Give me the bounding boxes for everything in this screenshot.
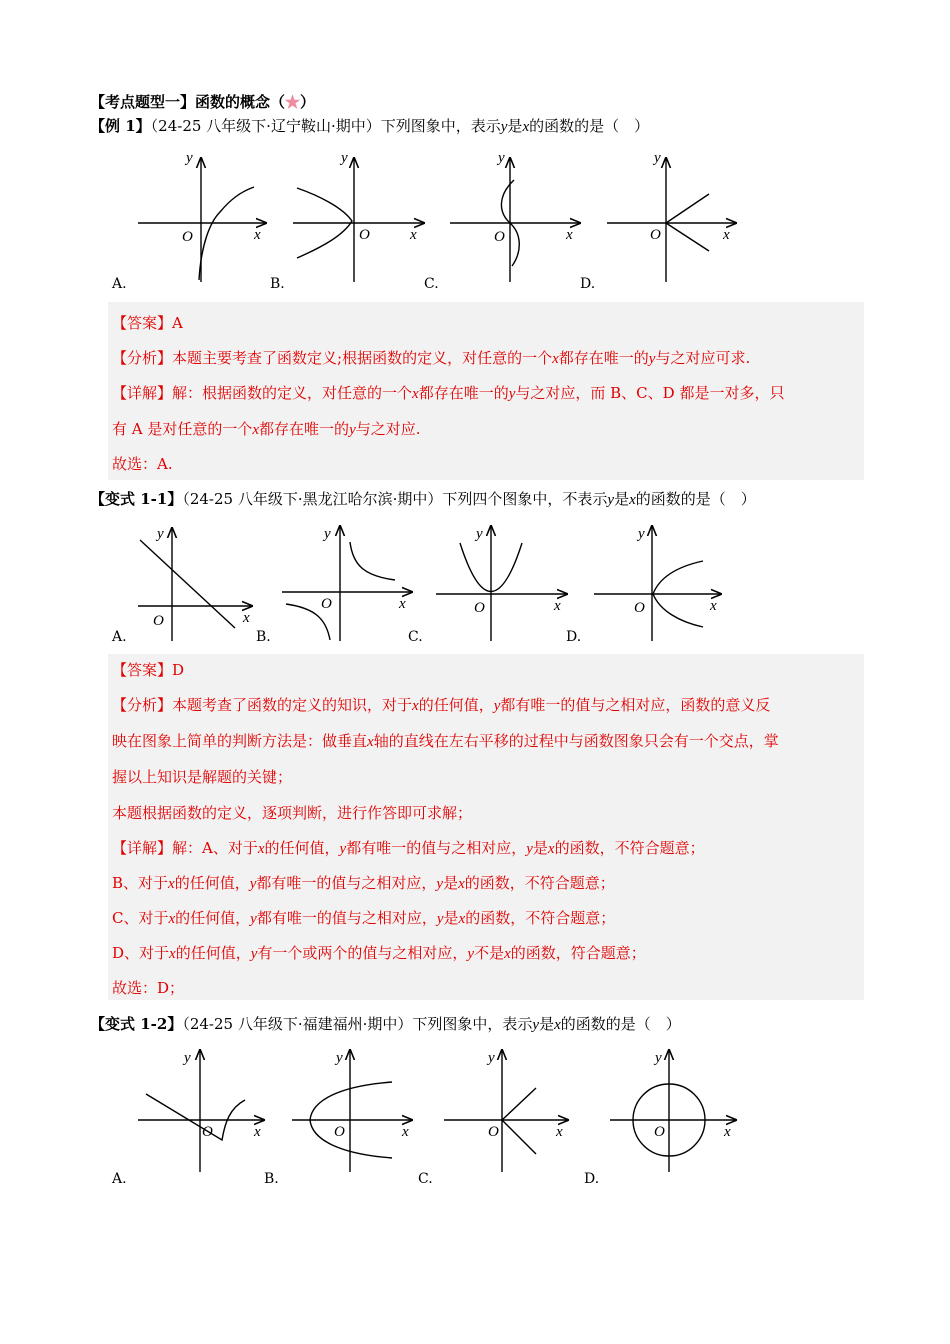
var-y: y — [250, 911, 257, 927]
a2-post: 轴的直线在左右平移的过程中与函数图象只会有一个交点，掌 — [373, 732, 779, 750]
section-title-text: 【考点题型一】函数的概念（ — [90, 93, 286, 111]
a2-pre: 映在图象上简单的判断方法是：做垂直 — [112, 732, 368, 750]
var-y: y — [493, 698, 501, 714]
label-x: x — [254, 227, 261, 243]
option-d[interactable]: D. — [566, 629, 582, 645]
detail2-mid: 都存在唯一的 — [259, 420, 350, 438]
label-o: O — [654, 1124, 665, 1140]
label-x: x — [399, 596, 406, 612]
var-x: x — [412, 386, 419, 402]
label-y: y — [186, 150, 193, 166]
is-text: 是 — [532, 839, 548, 857]
analysis-tag: 【分析】 — [112, 349, 173, 367]
label-o: O — [634, 600, 645, 616]
var-y: y — [500, 119, 508, 135]
var-y: y — [526, 841, 533, 857]
var-y: y — [467, 946, 475, 962]
detail1-mid: 都存在唯一的 — [418, 384, 509, 402]
a1-pre: 本题考查了函数的定义的知识，对于 — [172, 696, 413, 714]
analysis-mid: 都存在唯一的 — [558, 349, 649, 367]
label-y: y — [654, 150, 661, 166]
option-a[interactable]: A. — [112, 1171, 127, 1187]
a1-mid: 的任何值， — [418, 696, 494, 714]
analysis-tag: 【分析】 — [112, 696, 173, 714]
common-mid: 的任何值， — [175, 909, 251, 927]
var-y: y — [349, 422, 356, 438]
curve-3a — [146, 1094, 245, 1140]
graph-3d — [610, 1050, 736, 1172]
variant11-stem-mid: 是 — [614, 490, 630, 508]
var-y: y — [508, 386, 516, 402]
var-x: x — [168, 876, 175, 892]
var-x: x — [412, 698, 419, 714]
var-x: x — [547, 841, 555, 857]
ray-up — [502, 1088, 536, 1120]
var-x: x — [629, 492, 636, 508]
label-x: x — [554, 598, 561, 614]
answer-value: A — [172, 314, 183, 332]
label-o: O — [334, 1124, 345, 1140]
common-mid: 的任何值， — [175, 944, 251, 962]
var-x: x — [552, 351, 559, 367]
label-x: x — [243, 610, 250, 626]
analysis-line-3: 握以上知识是解题的关键； — [112, 768, 293, 786]
label-y: y — [655, 1050, 662, 1066]
var-x: x — [252, 422, 260, 438]
var-y: y — [436, 876, 444, 892]
label-x: x — [710, 598, 717, 614]
fn-no: 的函数，不符合题意； — [464, 874, 615, 892]
d2-pre: B、对于 — [112, 874, 169, 892]
var-y: y — [607, 492, 615, 508]
is-text: 是 — [443, 874, 459, 892]
analysis-line-4: 本题根据函数的定义，逐项判断，进行作答即可求解； — [112, 804, 473, 822]
analysis-post: 与之对应可求. — [655, 349, 751, 367]
variant11-stem-pre: 下列四个图象中，不表示 — [442, 490, 608, 508]
graph-3a — [138, 1050, 264, 1172]
label-o: O — [494, 229, 505, 245]
var-y: y — [339, 841, 347, 857]
example1-label: 【例 1】 — [90, 117, 151, 135]
variant12-stem-mid: 是 — [539, 1015, 555, 1033]
var-y: y — [249, 876, 257, 892]
choose-line: 故选：D； — [112, 979, 185, 997]
label-x: x — [402, 1124, 409, 1140]
a1-post: 都有唯一的值与之相对应，函数的意义反 — [500, 696, 771, 714]
option-b[interactable]: B. — [256, 629, 271, 645]
answer-tag: 【答案】 — [112, 661, 173, 679]
label-x: x — [410, 227, 417, 243]
common-post: 都有唯一的值与之相对应， — [256, 909, 437, 927]
label-y: y — [157, 526, 164, 542]
ray-down — [502, 1120, 536, 1154]
variant11-stem-post: 的函数的是（ ） — [635, 490, 756, 508]
var-y: y — [436, 911, 444, 927]
d1-pre: 解：A、对于 — [172, 839, 258, 857]
is-text: 是 — [443, 909, 459, 927]
common-post: 都有唯一的值与之相对应， — [256, 874, 437, 892]
variant11-source: （24-25 八年级下·黑龙江哈尔滨·期中） — [182, 490, 443, 508]
label-o: O — [182, 229, 193, 245]
example1-source: （24-25 八年级下·辽宁鞍山·期中） — [150, 117, 381, 135]
var-x: x — [367, 734, 374, 750]
common-post: 都有唯一的值与之相对应， — [346, 839, 527, 857]
label-x: x — [724, 1124, 731, 1140]
fn-yes: 的函数，符合题意； — [510, 944, 646, 962]
common-mid: 的任何值， — [174, 874, 250, 892]
answer-tag: 【答案】 — [112, 314, 173, 332]
label-x: x — [723, 227, 730, 243]
detail1-post: 与之对应，而 B、C、D 都是一对多，只 — [515, 384, 785, 402]
var-x: x — [169, 946, 176, 962]
example1-stem-mid: 是 — [507, 117, 523, 135]
option-a[interactable]: A. — [112, 629, 127, 645]
label-x: x — [566, 227, 573, 243]
var-x: x — [458, 876, 465, 892]
label-x: x — [556, 1124, 563, 1140]
star-icon: ★ — [285, 93, 301, 111]
var-x: x — [522, 119, 530, 135]
label-y: y — [488, 1050, 495, 1066]
detail1-pre: 解：根据函数的定义，对任意的一个 — [172, 384, 413, 402]
option-c[interactable]: C. — [408, 629, 423, 645]
label-o: O — [488, 1124, 499, 1140]
example1-stem-pre: 下列图象中，表示 — [380, 117, 501, 135]
label-o: O — [321, 596, 332, 612]
option-c[interactable]: C. — [418, 1171, 433, 1187]
label-y: y — [498, 150, 505, 166]
d3-pre: C、对于 — [112, 909, 169, 927]
variant12-stem-post: 的函数的是（ ） — [560, 1015, 681, 1033]
example1-stem-post: 的函数的是（ ） — [529, 117, 650, 135]
option-c[interactable]: C. — [424, 276, 439, 292]
variant12-stem-pre: 下列图象中，表示 — [412, 1015, 533, 1033]
graph-3c — [444, 1050, 568, 1172]
detail-tag: 【详解】 — [112, 839, 173, 857]
option-b[interactable]: B. — [270, 276, 285, 292]
var-y: y — [648, 351, 656, 367]
label-y: y — [638, 526, 645, 542]
variant12-label: 【变式 1-2】 — [90, 1015, 183, 1033]
var-x: x — [257, 841, 265, 857]
label-o: O — [474, 600, 485, 616]
variant11-label: 【变式 1-1】 — [90, 490, 183, 508]
label-y: y — [476, 526, 483, 542]
var-x: x — [168, 911, 176, 927]
label-x: x — [254, 1124, 261, 1140]
label-o: O — [202, 1124, 213, 1140]
fn-no: 的函数，不符合题意； — [465, 909, 616, 927]
option-d[interactable]: D. — [580, 276, 596, 292]
not-is-text: 不是 — [474, 944, 505, 962]
choose-line: 故选：A. — [112, 455, 173, 473]
var-y: y — [532, 1017, 540, 1033]
option-b[interactable]: B. — [264, 1171, 279, 1187]
option-d[interactable]: D. — [584, 1171, 600, 1187]
graph-3b — [292, 1050, 412, 1172]
answer-value: D — [172, 661, 185, 679]
label-y: y — [341, 150, 348, 166]
var-x: x — [458, 911, 466, 927]
label-o: O — [359, 227, 370, 243]
var-y: y — [250, 946, 258, 962]
label-o: O — [650, 227, 661, 243]
label-o: O — [153, 613, 164, 629]
label-y: y — [184, 1050, 191, 1066]
var-x: x — [554, 1017, 561, 1033]
var-x: x — [504, 946, 511, 962]
detail-tag: 【详解】 — [112, 384, 173, 402]
analysis-pre: 本题主要考查了函数定义;根据函数的定义，对任意的一个 — [172, 349, 553, 367]
common-mid: 的任何值， — [264, 839, 340, 857]
detail2-post: 与之对应. — [355, 420, 421, 438]
fn-no: 的函数，不符合题意； — [554, 839, 705, 857]
variant12-source: （24-25 八年级下·福建福州·期中） — [182, 1015, 413, 1033]
label-y: y — [336, 1050, 343, 1066]
option-a[interactable]: A. — [112, 276, 127, 292]
d4-post: 有一个或两个的值与之相对应， — [257, 944, 468, 962]
label-y: y — [324, 526, 331, 542]
d4-pre: D、对于 — [112, 944, 170, 962]
detail2-pre: 有 A 是对任意的一个 — [112, 420, 253, 438]
section-title-end: ） — [300, 93, 316, 111]
